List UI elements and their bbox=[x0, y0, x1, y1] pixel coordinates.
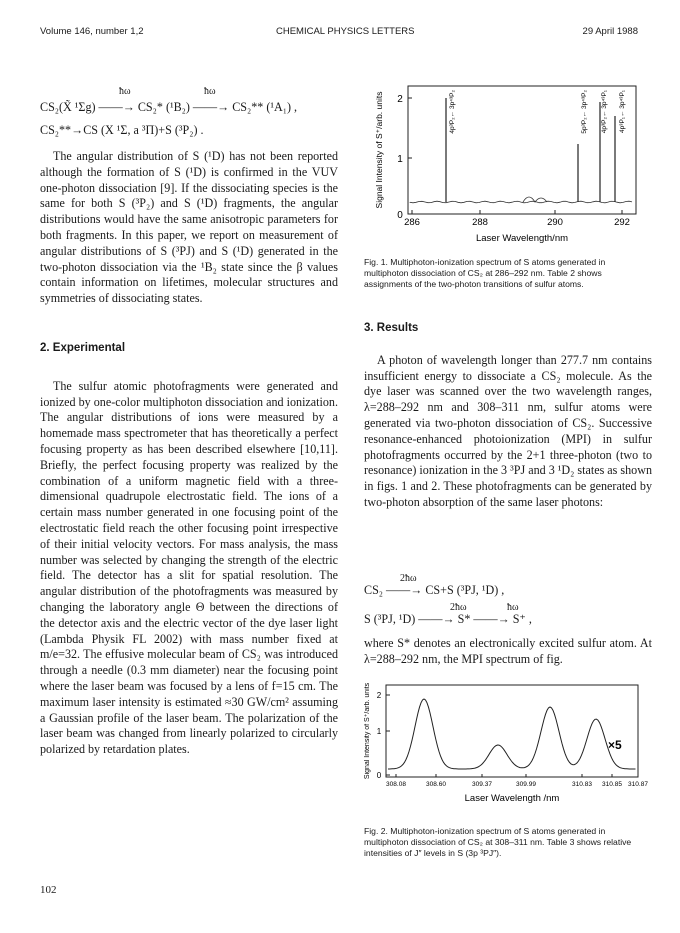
figure-1-xlabel: Laser Wavelength/nm bbox=[475, 233, 569, 244]
figure-1-bump bbox=[523, 197, 547, 202]
results-paragraph-2: where S* denotes an electronically excited sulfur atom. At λ=288–292 nm, the MPI spectrum of fig. bbox=[364, 636, 652, 666]
figure-2 bbox=[364, 681, 650, 811]
figure-1-xtick-label: 290 bbox=[547, 217, 563, 228]
figure-2-trace bbox=[388, 699, 636, 769]
figure-2-ylabel: Signal Intensity of S⁺/arb. units bbox=[364, 682, 371, 780]
figure-1-xtick-label: 286 bbox=[404, 217, 420, 228]
equation-2: CS₂**→CS (X ¹Σ, a ³Π)+S (³P₂) . bbox=[40, 123, 204, 137]
figure-1 bbox=[364, 76, 650, 254]
figure-1-xtick-label: 288 bbox=[472, 217, 488, 228]
figure-1-ylabel: Signal Intensity of S⁺/arb. units bbox=[374, 91, 384, 209]
figure-1-ytick-label: 1 bbox=[397, 154, 403, 165]
section-heading-experimental: 2. Experimental bbox=[40, 341, 126, 354]
equation-3: CS₂ ——→ CS+S (³PJ, ¹D) , bbox=[364, 583, 505, 597]
results-paragraph: A photon of wavelength longer than 277.7 nm contains insufficient energy to dissociate a CS₂ molecule. As the dye laser was scanned over the two wavelength ranges, λ=288–292 nm and 308–311 nm, sulfur atoms were generated via two-photon dissociation of CS₂. Successive resonance-enhanced photoionization (MPI) in sulfur photofragments occurred by the 2+1 three-photon (two to resonance) ionization in the 3 ³PJ and 3 ¹D₂ states as shown in figs. 1 and 2. These photofragments can be generated by two-photon absorption of the same laser photons: bbox=[364, 352, 652, 509]
figure-2-caption-text: Multiphoton-ionization spectrum of S atoms generated in multiphoton dissociation of CS₂ at 308–311 nm. Table 3 shows relative intensities of J″ levels in S (3p ³PJ″). bbox=[364, 826, 632, 859]
eq1-hw2: ħω bbox=[204, 86, 216, 97]
equation-4: S (³PJ, ¹D) ——→ S* ——→ S⁺ , bbox=[364, 612, 532, 626]
eq4-over2: ħω bbox=[507, 602, 519, 613]
figure-1-xtick-label: 292 bbox=[614, 217, 630, 228]
issue-date: 29 April 1988 bbox=[582, 26, 638, 37]
figure-2-chart bbox=[364, 681, 650, 811]
experimental-paragraph: The sulfur atomic photofragments were generated and ionized by one-color multiphoton dissociation and ionization. The angular distributions of ions were measured by a homemade mass spectrometer that has theoretically a perfect focusing property as has been described elsewhere [10,11]. Briefly, the perfect focusing property was realized by the combination of a uniform magnetic field with a three-dimensional quadrupole electrostatic field. The ions of a certain mass number generated in one focusing point of the electrostatic field reach the other focusing point irrespective of their initial velocity vectors. For mass analysis, the mass number was selected by changing the strength of the electric field. The detector has a slit for spatial resolution. The angular distribution of the photofragments was measured by changing the laboratory angle Θ between the directions of the detector axis and the electric vector of the dye laser light (Lambda Physik FL 2002) with mass number fixed at m/e=32. The effusive molecular beam of CS₂ was introduced through a needle (0.3 mm diameter) near the focusing point where the laser beam was focused by a lens of f=15 cm. The maximum laser intensity is estimated ≈30 GW/cm² assuming a Gaussian profile of the laser beam. The polarization of the laser beam was changed from linearly polarized to circularly polarized by retardation plates. bbox=[40, 378, 338, 757]
figure-1-peak-label: 4p³P₁← 3p⁴³P₁ bbox=[619, 90, 626, 133]
figure-1-baseline bbox=[410, 201, 632, 203]
figure-2-xlabel: Laser Wavelength /nm bbox=[464, 793, 560, 804]
right-column-cont bbox=[364, 636, 652, 668]
page-number: 102 bbox=[40, 884, 57, 896]
right-column bbox=[364, 321, 652, 511]
eq3-over: 2ħω bbox=[400, 573, 417, 584]
figure-2-label: Fig. 2. bbox=[364, 826, 388, 836]
figure-2-caption bbox=[364, 826, 652, 860]
eq1-hw1: ħω bbox=[119, 86, 131, 97]
figure-2-scale-mark: ×5 bbox=[608, 738, 622, 752]
figure-2-ytick-label: 0 bbox=[376, 771, 382, 780]
figure-2-xtick-label: 310.85 bbox=[602, 781, 622, 788]
volume-info: Volume 146, number 1,2 bbox=[40, 26, 144, 37]
figure-2-xtick-label: 309.37 bbox=[472, 781, 492, 788]
figure-2-xtick-label: 310.87 bbox=[628, 781, 648, 788]
intro-paragraph: The angular distribution of S (¹D) has not been reported although the formation of S (¹D) is confirmed in the VUV one-photon dissociation [9]. If the dissociating species is the same for both S (³P₂) and S (¹D) fragments, the angular distributions would have the same anisotropic parameters for both fragments. In this paper, we report on measurement of angular distributions of S (³PJ) and S (¹D) generated in the two-photon dissociation via the ¹B₂ state since the β values contain information on lifetimes, molecular structures and symmetries of dissociating states. bbox=[40, 149, 338, 306]
section-heading-results: 3. Results bbox=[364, 322, 419, 334]
figure-2-xtick-label: 308.08 bbox=[386, 781, 406, 788]
figure-1-ytick-label: 0 bbox=[397, 210, 403, 221]
equation-1: CS₂(X̃ ¹Σg) ——→ CS₂* (¹B₂) ——→ CS₂** (¹A₁) , bbox=[40, 100, 298, 114]
figure-1-peak-label: 4p³P₂← 3p⁴³P₂ bbox=[449, 90, 456, 134]
figure-1-label: Fig. 1. bbox=[364, 257, 388, 267]
left-column bbox=[40, 149, 338, 758]
figure-1-peak-label: 4p³P₂← 3p⁴³P₁ bbox=[601, 90, 608, 134]
figure-1-ytick-label: 2 bbox=[397, 94, 403, 105]
figure-2-xtick-label: 310.83 bbox=[572, 781, 592, 788]
figure-2-ytick-label: 1 bbox=[376, 727, 382, 736]
figure-2-ytick-label: 2 bbox=[376, 691, 382, 700]
figure-1-chart bbox=[364, 76, 650, 254]
figure-1-caption-text: Multiphoton-ionization spectrum of S atoms generated in multiphoton dissociation of CS₂ at 286–292 nm. Table 2 shows assignments of the two-photon transitions of sulfur atoms. bbox=[364, 257, 606, 290]
eq4-over1: 2ħω bbox=[450, 602, 467, 613]
journal-name: CHEMICAL PHYSICS LETTERS bbox=[276, 26, 415, 37]
figure-2-xtick-label: 308.60 bbox=[426, 781, 446, 788]
figure-1-caption bbox=[364, 257, 652, 291]
figure-2-xtick-label: 309.99 bbox=[516, 781, 536, 788]
figure-1-peak-label: 5p³P₂← 3p⁴³P₂ bbox=[581, 90, 588, 134]
